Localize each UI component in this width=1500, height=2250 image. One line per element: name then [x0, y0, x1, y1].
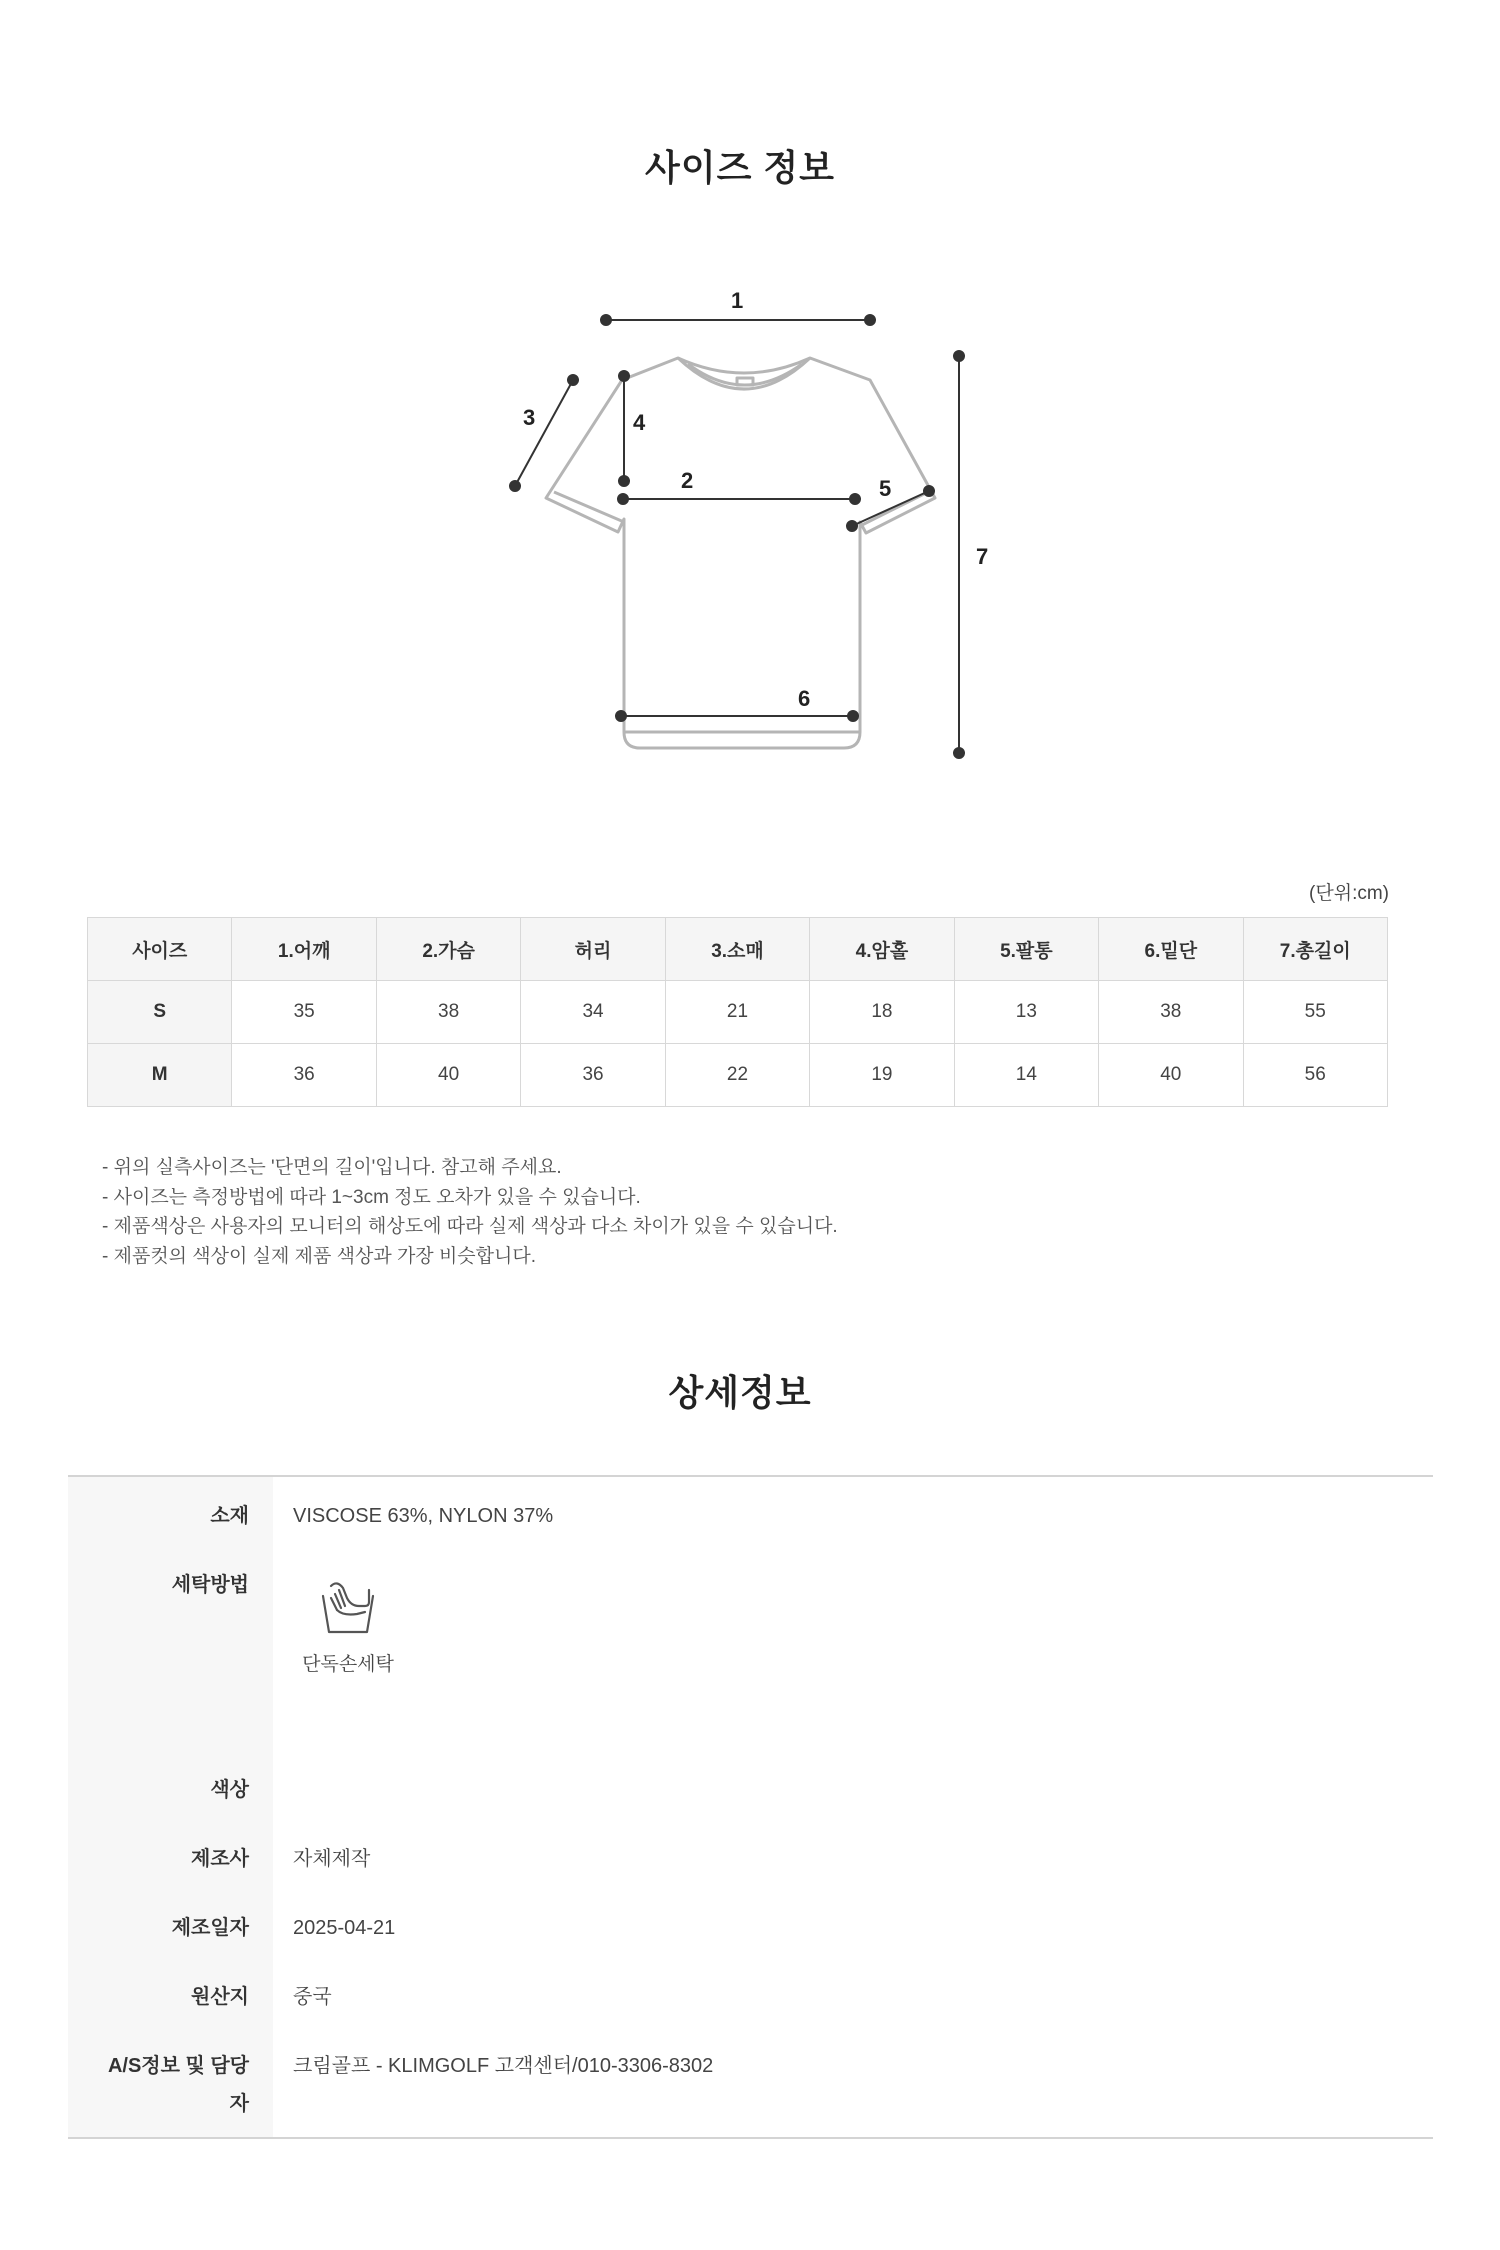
measure-point [601, 315, 611, 325]
value-cell: 36 [232, 1044, 376, 1107]
size-notes [102, 1153, 838, 1271]
value-cell: 18 [810, 981, 954, 1044]
detail-label-line: 자 [229, 2093, 249, 2115]
table-row [88, 981, 1388, 1044]
label-hem: 6 [798, 686, 811, 711]
detail-row-manufacturer [68, 1820, 1433, 1889]
detail-label-line: A/S정보 및 담당 [107, 2055, 249, 2077]
detail-info-title: 상세정보 [668, 1372, 812, 1413]
unit-label: (단위:cm) [1309, 883, 1389, 904]
value-cell: 40 [376, 1044, 520, 1107]
size-table [87, 917, 1388, 1107]
header-cell: 3.소매 [665, 918, 809, 981]
detail-value [273, 1751, 1433, 1820]
header-cell: 4.암홀 [810, 918, 954, 981]
table-row [88, 1044, 1388, 1107]
detail-value: 크림골프 - KLIMGOLF 고객센터/010-3306-8302 [293, 2055, 714, 2077]
value-cell: 35 [232, 981, 376, 1044]
value-cell: 38 [1099, 981, 1243, 1044]
value-cell: 38 [376, 981, 520, 1044]
note-item: - 제품컷의 색상이 실제 제품 색상과 가장 비슷합니다. [102, 1245, 536, 1267]
value-cell: 13 [954, 981, 1098, 1044]
detail-row-material [68, 1477, 1433, 1546]
detail-label: 세탁방법 [68, 1546, 273, 1751]
tshirt-size-diagram [500, 270, 1020, 790]
header-cell: 7.총길이 [1243, 918, 1388, 981]
value-cell: 14 [954, 1044, 1098, 1107]
detail-label: 원산지 [68, 1958, 273, 2027]
value-cell: 56 [1243, 1044, 1388, 1107]
header-cell: 6.밑단 [1099, 918, 1243, 981]
detail-value: 중국 [293, 1986, 332, 2008]
divider [68, 2137, 1433, 2139]
detail-row-date [68, 1889, 1433, 1958]
table-header-row [88, 918, 1388, 981]
detail-label [68, 2027, 273, 2137]
label-sleeve-opening: 5 [879, 476, 892, 501]
detail-label: 제조사 [68, 1820, 273, 1889]
value-cell: 36 [521, 1044, 665, 1107]
detail-label: 제조일자 [68, 1889, 273, 1958]
detail-row-color [68, 1751, 1433, 1820]
washing-method-label: 단독손세탁 [302, 1654, 394, 1675]
label-sleeve: 3 [523, 405, 536, 430]
washing-method [293, 1576, 403, 1684]
size-cell: M [88, 1044, 232, 1107]
label-shoulder: 1 [731, 288, 744, 313]
size-cell: S [88, 981, 232, 1044]
detail-value: 2025-04-21 [293, 1917, 396, 1939]
value-cell: 22 [665, 1044, 809, 1107]
detail-value: 자체제작 [293, 1848, 371, 1870]
label-total-length: 7 [976, 544, 989, 569]
header-cell: 5.팔통 [954, 918, 1098, 981]
note-item: - 위의 실측사이즈는 '단면의 길이'입니다. 참고해 주세요. [102, 1157, 562, 1178]
label-chest: 2 [681, 468, 694, 493]
hand-wash-icon [317, 1576, 379, 1638]
header-cell: 1.어깨 [232, 918, 376, 981]
header-cell: 사이즈 [88, 918, 232, 981]
value-cell: 21 [665, 981, 809, 1044]
detail-value: VISCOSE 63%, NYLON 37% [293, 1505, 554, 1527]
header-cell: 2.가슴 [376, 918, 520, 981]
detail-row-washing [68, 1546, 1433, 1751]
value-cell: 34 [521, 981, 665, 1044]
detail-label: 색상 [68, 1751, 273, 1820]
value-cell: 19 [810, 1044, 954, 1107]
value-cell: 40 [1099, 1044, 1243, 1107]
value-cell: 55 [1243, 981, 1388, 1044]
note-item: - 제품색상은 사용자의 모니터의 해상도에 따라 실제 색상과 다소 차이가 있을 수 있습니다. [102, 1216, 838, 1237]
detail-row-as-info [68, 2027, 1433, 2137]
detail-info-table [68, 1475, 1433, 2139]
detail-row-origin [68, 1958, 1433, 2027]
detail-label: 소재 [68, 1477, 273, 1546]
header-cell: 허리 [521, 918, 665, 981]
note-item: - 사이즈는 측정방법에 따라 1~3cm 정도 오차가 있을 수 있습니다. [102, 1186, 641, 1208]
size-info-title: 사이즈 정보 [645, 147, 835, 188]
label-armhole: 4 [633, 410, 646, 435]
